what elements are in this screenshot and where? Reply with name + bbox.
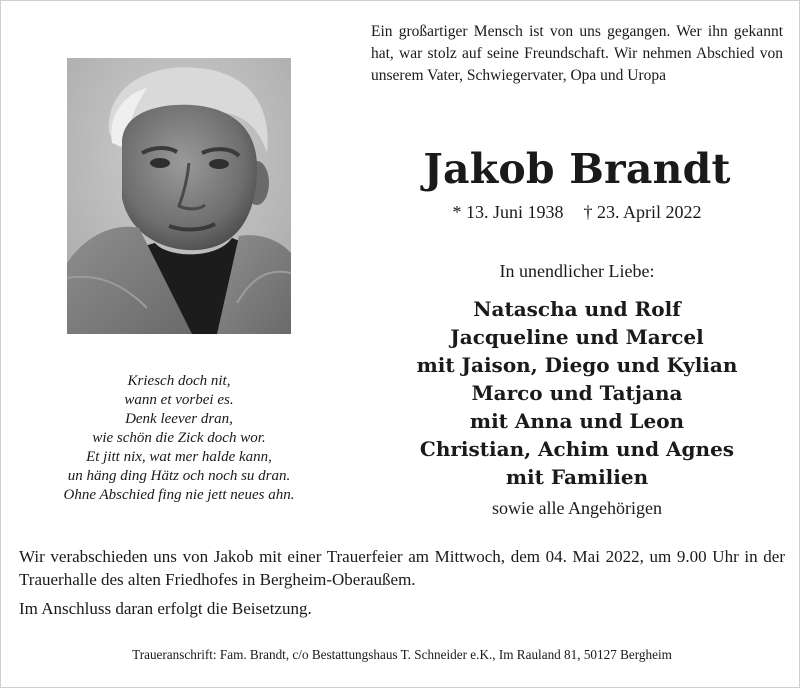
lead-line: In unendlicher Liebe: bbox=[499, 261, 655, 281]
death-date: † 23. April 2022 bbox=[583, 202, 702, 222]
poem-line: Ohne Abschied fing nie jett neues ahn. bbox=[63, 487, 295, 503]
mourner-line: Marco und Tatjana bbox=[471, 381, 683, 405]
poem-line: wie schön die Zick doch wor. bbox=[92, 430, 266, 446]
service-announcement: Wir verabschieden uns von Jakob mit einer Trauerfeier am Mittwoch, dem 04. Mai 2022, um 9.00 Uhr in der Trauerhalle des alten Friedhofes in Bergheim-Oberaußem. bbox=[19, 547, 785, 589]
mourner-line: mit Jaison, Diego und Kylian bbox=[416, 353, 738, 377]
mourners-list bbox=[371, 295, 783, 491]
poem-line: Et jitt nix, wat mer halde kann, bbox=[86, 449, 272, 465]
mourner-line: Christian, Achim und Agnes bbox=[419, 437, 735, 461]
portrait-photo bbox=[67, 58, 291, 334]
closing-line: sowie alle Angehörigen bbox=[492, 498, 662, 518]
mourner-line: Natascha und Rolf bbox=[473, 297, 681, 321]
mourner-line: mit Anna und Leon bbox=[469, 409, 685, 433]
poem-line: Kriesch doch nit, bbox=[127, 373, 231, 389]
poem-line: wann et vorbei es. bbox=[124, 392, 234, 408]
deceased-name: Jakob Brandt bbox=[423, 145, 731, 193]
intro-text: Ein großartiger Mensch ist von uns gegangen. Wer ihn gekannt hat, war stolz auf seine Freundschaft. Wir nehmen Abschied von unserem Vater, Schwiegervater, Opa und Uropa bbox=[371, 23, 783, 84]
poem-line: un häng ding Hätz och noch su dran. bbox=[67, 468, 291, 484]
mourner-line: Jacqueline und Marcel bbox=[450, 325, 704, 349]
poem-line: Denk leever dran, bbox=[125, 411, 233, 427]
life-dates bbox=[371, 199, 783, 225]
mourning-address: Traueranschrift: Fam. Brandt, c/o Bestattungshaus T. Schneider e.K., Im Rauland 81, 50127 Bergheim bbox=[132, 647, 672, 662]
birth-date: * 13. Juni 1938 bbox=[452, 202, 564, 222]
mourner-line: mit Familien bbox=[505, 465, 649, 489]
portrait-image bbox=[67, 58, 291, 334]
poem bbox=[19, 372, 339, 505]
burial-announcement: Im Anschluss daran erfolgt die Beisetzung. bbox=[19, 599, 312, 618]
